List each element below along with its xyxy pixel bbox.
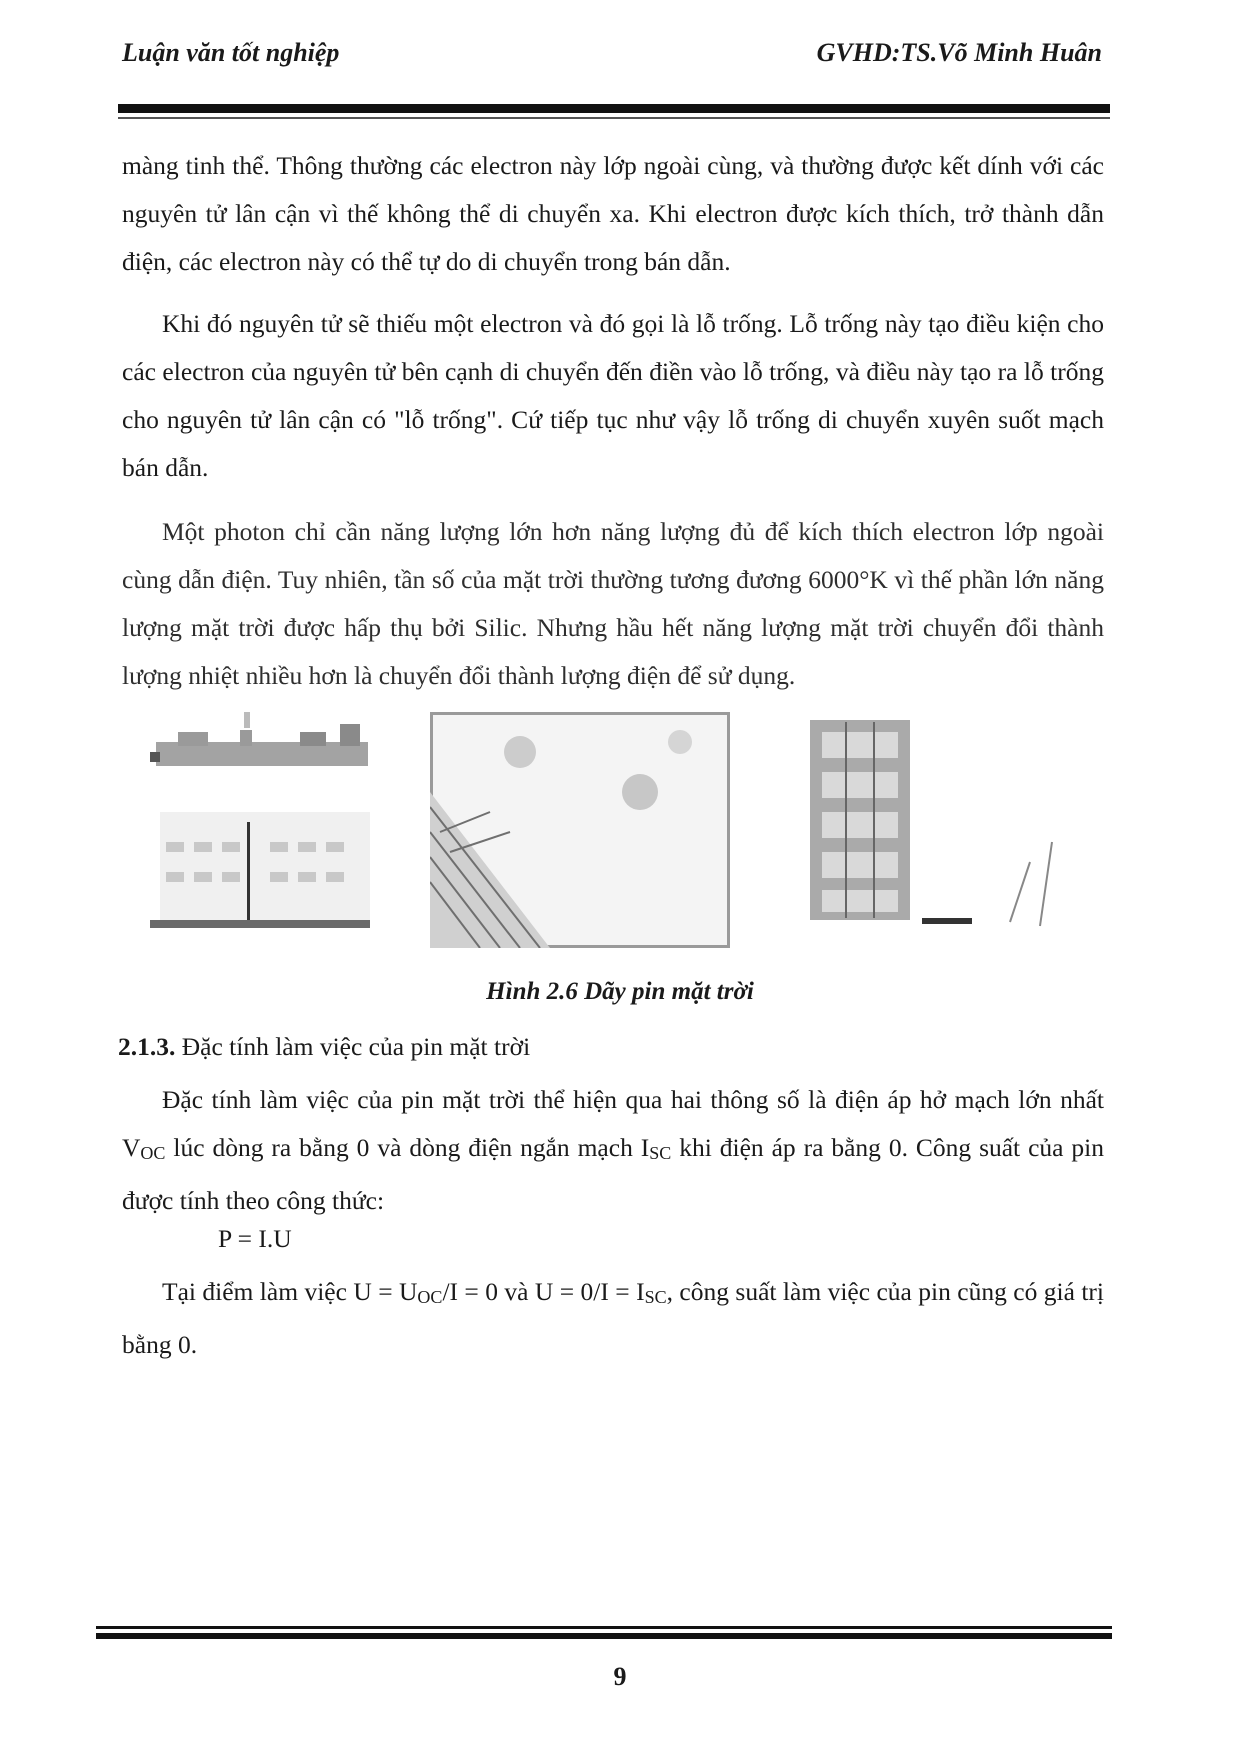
footer-rule <box>96 1633 1112 1639</box>
p4-isc-subscript: SC <box>649 1143 672 1163</box>
paragraph-holes: Khi đó nguyên tử sẽ thiếu một electron và đó gọi là lỗ trống. Lỗ trống này tạo điều kiện cho các electron của nguyên tử bên cạnh di chuyển đến điền vào lỗ trống, và điều này tạo ra lỗ trống cho nguyên tử lân cận có "lỗ trống". Cứ tiếp tục như vậy lỗ trống di chuyển xuyên suốt mạch bán dẫn. <box>122 309 1104 482</box>
paragraph-characteristics <box>122 1076 1104 1225</box>
section-title: Đặc tính làm việc của pin mặt trời <box>181 1032 531 1061</box>
p4-voc-subscript: OC <box>140 1143 166 1163</box>
paragraph-electron-lattice: màng tinh thể. Thông thường các electron này lớp ngoài cùng, và thường được kết dính với các nguyên tử lân cận vì thế không thể di chuyển xa. Khi electron được kích thích, trở thành dẫn điện, các electron này có thể tự do di chuyển trong bán dẫn. <box>122 151 1104 276</box>
header-advisor: GVHD:TS.Võ Minh Huân <box>816 38 1102 67</box>
footer-rule-thin <box>96 1626 1112 1629</box>
paragraph-operating-point <box>122 1268 1104 1369</box>
p4-text-c: khi điện áp ra bằng 0. Công suất của pin được tính theo công thức: <box>122 1133 1104 1215</box>
p5-text-a: Tại điểm làm việc U = U <box>162 1277 418 1306</box>
p5-text-c: , công suất làm việc của pin cũng có giá trị bằng 0. <box>122 1277 1104 1359</box>
figure-caption: Hình 2.6 Dãy pin mặt trời <box>486 978 754 1005</box>
solar-panel-photo <box>430 712 730 948</box>
header-rule <box>118 104 1110 113</box>
section-number: 2.1.3. <box>118 1032 176 1061</box>
header-thesis-title: Luận văn tốt nghiệp <box>122 38 340 67</box>
p5-text-b: /I = 0 và U = 0/I = I <box>442 1277 645 1306</box>
p4-text-a: Đặc tính làm việc của pin mặt trời thể hiện qua hai thông số là điện áp hở mạch lớn nhất V <box>122 1085 1104 1162</box>
p4-text-b: lúc dòng ra bằng 0 và dòng điện ngắn mạch I <box>165 1133 650 1162</box>
p5-isc-subscript: SC <box>644 1287 667 1307</box>
page-number: 9 <box>613 1662 627 1691</box>
header-rule-thin <box>118 117 1110 119</box>
section-heading <box>118 1032 530 1062</box>
figure-solar-arrays <box>150 712 1070 948</box>
paragraph-photon: Một photon chỉ cần năng lượng lớn hơn năng lượng đủ để kích thích electron lớp ngoài cùng dẫn điện. Tuy nhiên, tần số của mặt trời thường tương đương 6000°K vì thế phần lớn năng lượng mặt trời được hấp thụ bởi Silic. Nhưng hầu hết năng lượng mặt trời chuyển đổi thành lượng nhiệt nhiều hơn là chuyển đổi thành lượng điện để sử dụng. <box>122 517 1104 690</box>
power-formula: P = I.U <box>218 1224 292 1253</box>
p5-uoc-subscript: OC <box>417 1287 443 1307</box>
solar-building-photo <box>150 712 406 948</box>
solar-array-photo <box>790 712 1230 948</box>
